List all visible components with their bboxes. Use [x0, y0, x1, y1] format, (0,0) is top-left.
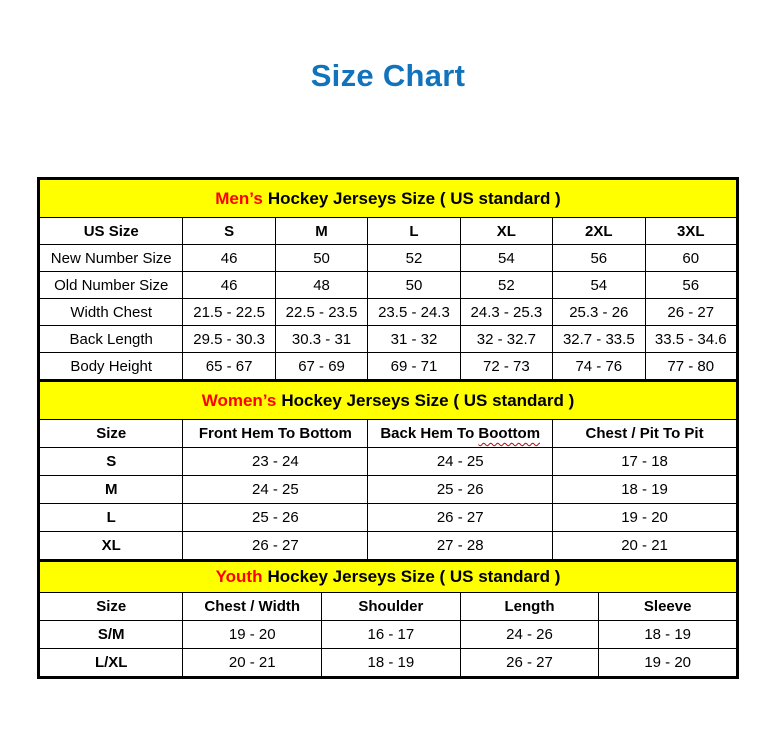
men-size-value: 50: [368, 272, 460, 299]
men-size-value: 33.5 - 34.6: [645, 326, 737, 353]
men-size-value: 30.3 - 31: [275, 326, 367, 353]
men-size-value: 56: [645, 272, 737, 299]
youth-section-highlight: Youth: [215, 567, 263, 586]
women-col-header: Front Hem To Bottom: [183, 420, 368, 448]
youth-table-row: [39, 621, 738, 649]
men-size-value: 77 - 80: [645, 353, 737, 381]
men-row-label: New Number Size: [39, 245, 183, 272]
men-col-header: 2XL: [553, 218, 645, 245]
youth-size-value: 26 - 27: [460, 649, 599, 678]
men-header-row: [39, 218, 738, 245]
men-row-label: Old Number Size: [39, 272, 183, 299]
youth-size-value: 16 - 17: [322, 621, 461, 649]
men-size-value: 26 - 27: [645, 299, 737, 326]
men-size-value: 48: [275, 272, 367, 299]
youth-section-header: [37, 562, 739, 592]
women-header-row: [39, 420, 738, 448]
men-section-header: [37, 177, 739, 217]
men-size-value: 23.5 - 24.3: [368, 299, 460, 326]
youth-col-header: Length: [460, 593, 599, 621]
women-size-value: 27 - 28: [368, 532, 553, 561]
women-size-value: 26 - 27: [183, 532, 368, 561]
youth-size-value: 18 - 19: [599, 621, 738, 649]
youth-section-title: Hockey Jerseys Size ( US standard ): [267, 567, 561, 586]
women-size-value: 18 - 19: [553, 476, 738, 504]
women-size-value: 19 - 20: [553, 504, 738, 532]
misspelled-word: Boottom: [478, 425, 541, 442]
youth-col-header: Sleeve: [599, 593, 738, 621]
youth-row-label: L/XL: [39, 649, 183, 678]
men-size-value: 69 - 71: [368, 353, 460, 381]
men-size-value: 32 - 32.7: [460, 326, 552, 353]
men-col-header: XL: [460, 218, 552, 245]
men-size-value: 52: [460, 272, 552, 299]
men-size-value: 46: [183, 272, 275, 299]
women-size-value: 24 - 25: [183, 476, 368, 504]
youth-col-header: Chest / Width: [183, 593, 322, 621]
women-col-header: [368, 420, 553, 448]
men-row-label: Back Length: [39, 326, 183, 353]
women-col-header-text: Back Hem To: [380, 425, 475, 442]
men-size-value: 54: [460, 245, 552, 272]
women-size-value: 26 - 27: [368, 504, 553, 532]
women-table-row: [39, 448, 738, 476]
men-size-value: 60: [645, 245, 737, 272]
men-section-title: Hockey Jerseys Size ( US standard ): [267, 188, 561, 208]
men-size-value: 54: [553, 272, 645, 299]
men-table-row: [39, 272, 738, 299]
men-section-highlight: Men’s: [215, 188, 263, 208]
men-size-value: 72 - 73: [460, 353, 552, 381]
men-table-row: [39, 299, 738, 326]
women-section-highlight: Women’s: [201, 390, 277, 410]
men-size-value: 46: [183, 245, 275, 272]
men-row-label: Body Height: [39, 353, 183, 381]
men-col-header: S: [183, 218, 275, 245]
men-size-value: 25.3 - 26: [553, 299, 645, 326]
women-size-value: 25 - 26: [368, 476, 553, 504]
men-row-label: Width Chest: [39, 299, 183, 326]
women-row-label: S: [39, 448, 183, 476]
women-row-label: L: [39, 504, 183, 532]
women-table-row: [39, 532, 738, 561]
men-col-header: US Size: [39, 218, 183, 245]
men-size-value: 67 - 69: [275, 353, 367, 381]
page-title: Size Chart: [310, 58, 466, 93]
men-size-table: [37, 217, 739, 382]
men-col-header: L: [368, 218, 460, 245]
women-size-value: 20 - 21: [553, 532, 738, 561]
men-size-value: 52: [368, 245, 460, 272]
youth-size-value: 20 - 21: [183, 649, 322, 678]
youth-table-row: [39, 649, 738, 678]
women-size-table: [37, 419, 739, 562]
women-size-value: 23 - 24: [183, 448, 368, 476]
men-size-value: 56: [553, 245, 645, 272]
men-table-row: [39, 353, 738, 381]
youth-size-table: [37, 592, 739, 679]
men-size-value: 22.5 - 23.5: [275, 299, 367, 326]
men-col-header: 3XL: [645, 218, 737, 245]
men-table-row: [39, 245, 738, 272]
women-size-value: 24 - 25: [368, 448, 553, 476]
youth-size-value: 19 - 20: [183, 621, 322, 649]
size-chart: [37, 177, 739, 679]
women-col-header: Size: [39, 420, 183, 448]
men-size-value: 50: [275, 245, 367, 272]
youth-col-header: Size: [39, 593, 183, 621]
women-size-value: 25 - 26: [183, 504, 368, 532]
women-table-row: [39, 504, 738, 532]
men-col-header: M: [275, 218, 367, 245]
youth-header-row: [39, 593, 738, 621]
women-section-header: [37, 382, 739, 419]
youth-size-value: 19 - 20: [599, 649, 738, 678]
men-size-value: 65 - 67: [183, 353, 275, 381]
women-size-value: 17 - 18: [553, 448, 738, 476]
women-section-title: Hockey Jerseys Size ( US standard ): [281, 390, 575, 410]
women-row-label: XL: [39, 532, 183, 561]
men-size-value: 32.7 - 33.5: [553, 326, 645, 353]
youth-row-label: S/M: [39, 621, 183, 649]
women-row-label: M: [39, 476, 183, 504]
women-table-row: [39, 476, 738, 504]
men-size-value: 74 - 76: [553, 353, 645, 381]
men-size-value: 21.5 - 22.5: [183, 299, 275, 326]
men-size-value: 31 - 32: [368, 326, 460, 353]
youth-size-value: 24 - 26: [460, 621, 599, 649]
men-table-row: [39, 326, 738, 353]
youth-col-header: Shoulder: [322, 593, 461, 621]
men-size-value: 24.3 - 25.3: [460, 299, 552, 326]
men-size-value: 29.5 - 30.3: [183, 326, 275, 353]
women-col-header: Chest / Pit To Pit: [553, 420, 738, 448]
youth-size-value: 18 - 19: [322, 649, 461, 678]
